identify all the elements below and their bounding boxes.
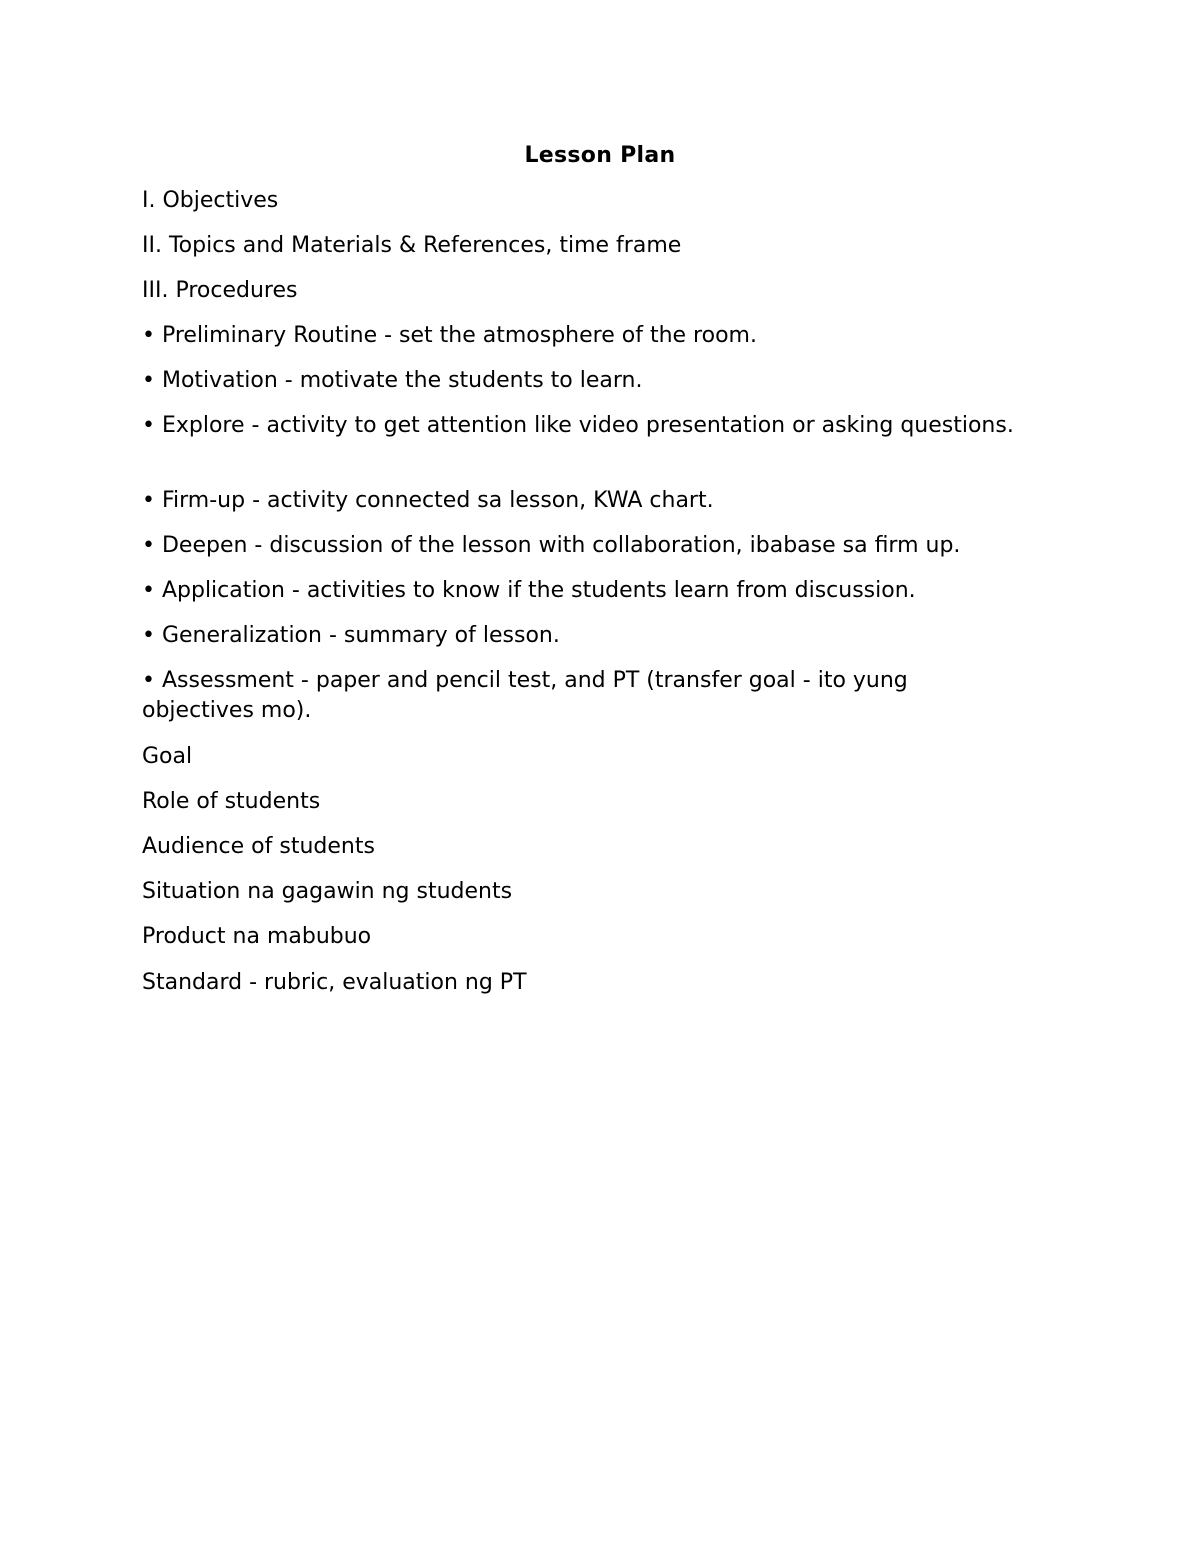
procedure-item-motivation: • Motivation - motivate the students to learn. <box>142 368 643 393</box>
grasps-situation: Situation na gagawin ng students <box>142 879 513 904</box>
procedure-item-assessment: • Assessment - paper and pencil test, and PT (transfer goal - ito yung objectives mo). <box>142 668 908 723</box>
document-title: Lesson Plan <box>524 143 676 168</box>
procedure-item-generalization: • Generalization - summary of lesson. <box>142 623 560 648</box>
procedure-item-deepen: • Deepen - discussion of the lesson with collaboration, ibabase sa firm up. <box>142 533 961 558</box>
grasps-product: Product na mabubuo <box>142 924 372 949</box>
section-procedures: III. Procedures <box>142 278 298 303</box>
procedure-item-firm-up: • Firm-up - activity connected sa lesson, KWA chart. <box>142 488 714 513</box>
grasps-standard: Standard - rubric, evaluation ng PT <box>142 970 527 995</box>
section-topics-materials: II. Topics and Materials & References, time frame <box>142 233 682 258</box>
procedure-item-application: • Application - activities to know if the students learn from discussion. <box>142 578 916 603</box>
procedure-item-explore: • Explore - activity to get attention like video presentation or asking questions. <box>142 413 1014 438</box>
section-objectives: I. Objectives <box>142 188 279 213</box>
grasps-goal: Goal <box>142 744 193 769</box>
grasps-role: Role of students <box>142 789 321 814</box>
grasps-audience: Audience of students <box>142 834 375 859</box>
procedure-item-preliminary-routine: • Preliminary Routine - set the atmosphere of the room. <box>142 323 757 348</box>
